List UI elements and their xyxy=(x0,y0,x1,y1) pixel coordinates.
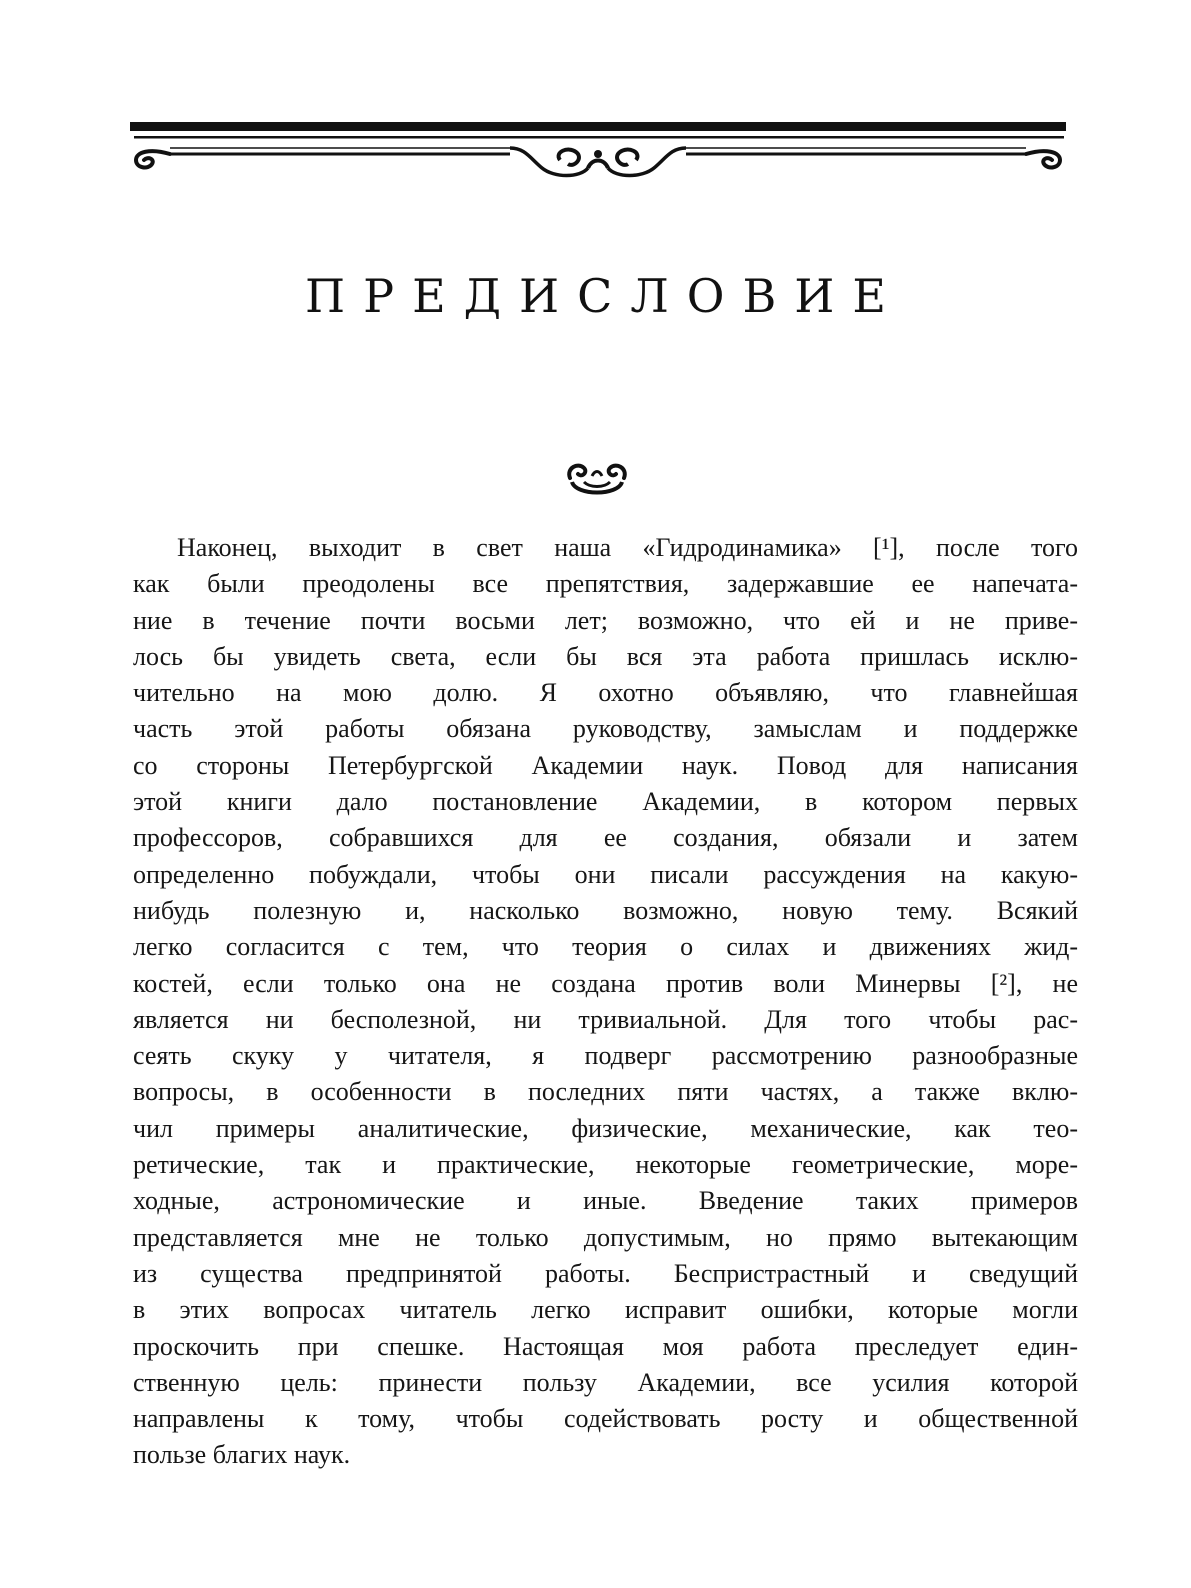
chapter-title: ПРЕДИСЛОВИЕ xyxy=(305,269,904,323)
text-line: в этих вопросах читатель легко исправит ошибки, которые могли xyxy=(133,1295,1078,1325)
text-line: чительно на мою долю. Я охотно объявляю, что главнейшая xyxy=(133,678,1078,708)
text-line: сеять скуку у читателя, я подверг рассмотрению разнообразные xyxy=(133,1041,1078,1071)
flourish-ornament xyxy=(562,456,632,500)
text-line: ретические, так и практические, некоторые геометрические, море- xyxy=(133,1150,1078,1180)
text-line: проскочить при спешке. Настоящая моя работа преследует един- xyxy=(133,1331,1078,1361)
text-line: этой книги дало постановление Академии, в котором первых xyxy=(133,787,1078,817)
text-line: ние в течение почти восьми лет; возможно, что ей и не приве- xyxy=(133,605,1078,635)
text-line: как были преодолены все препятствия, задержавшие ее напечата- xyxy=(133,569,1078,599)
text-line: из существа предпринятой работы. Беспристрастный и сведущий xyxy=(133,1258,1078,1288)
text-line: часть этой работы обязана руководству, замыслам и поддержке xyxy=(133,714,1078,744)
preface-text xyxy=(133,530,1078,1474)
text-line: представляется мне не только допустимым, но прямо вытекающим xyxy=(133,1222,1078,1252)
text-line: лось бы увидеть света, если бы вся эта работа пришлась исклю- xyxy=(133,641,1078,671)
text-line: профессоров, собравшихся для ее создания, обязали и затем xyxy=(133,823,1078,853)
text-line: со стороны Петербургской Академии наук. Повод для написания xyxy=(133,750,1078,780)
text-line: ходные, астрономические и иные. Введение таких примеров xyxy=(133,1186,1078,1216)
text-line: пользе благих наук. xyxy=(133,1440,351,1470)
text-line: легко согласится с тем, что теория о силах и движениях жид- xyxy=(133,932,1078,962)
text-line: является ни бесполезной, ни тривиальной. Для того чтобы рас- xyxy=(133,1004,1078,1034)
text-line: чил примеры аналитические, физические, механические, как тео- xyxy=(133,1113,1078,1143)
text-line: костей, если только она не создана против воли Минервы [²], не xyxy=(133,968,1078,998)
text-line: вопросы, в особенности в последних пяти частях, а также вклю- xyxy=(133,1077,1078,1107)
text-line: Наконец, выходит в свет наша «Гидродинамика» [¹], после того xyxy=(177,533,1078,562)
header-ornament xyxy=(130,118,1066,190)
text-line: направлены к тому, чтобы содействовать росту и общественной xyxy=(133,1404,1078,1434)
text-line: определенно побуждали, чтобы они писали рассуждения на какую- xyxy=(133,859,1078,889)
text-line: ственную цель: принести пользу Академии, все усилия которой xyxy=(133,1367,1078,1397)
text-line: нибудь полезную и, насколько возможно, новую тему. Всякий xyxy=(133,895,1078,925)
